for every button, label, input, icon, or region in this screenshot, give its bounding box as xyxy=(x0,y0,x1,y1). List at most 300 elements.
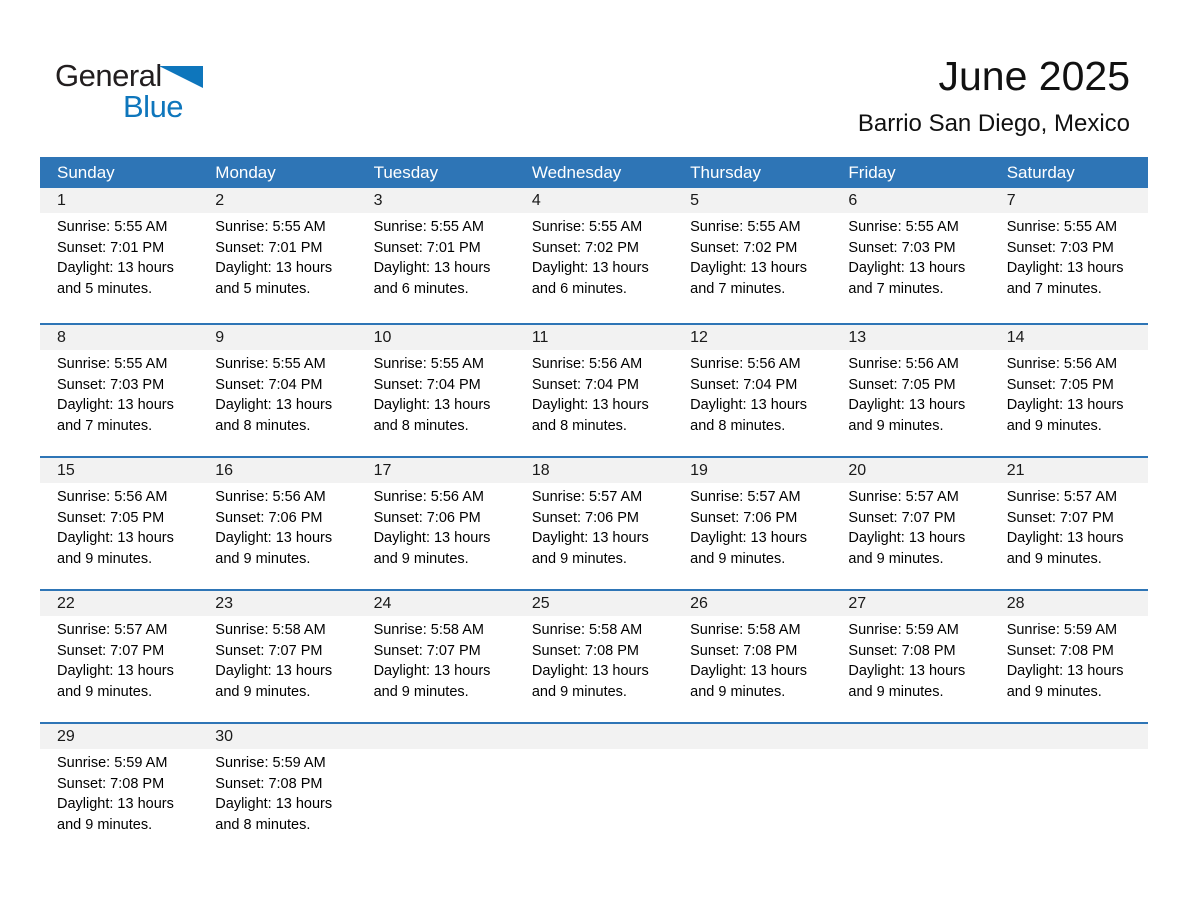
day-number: 9 xyxy=(215,329,225,346)
day-cell xyxy=(198,616,356,702)
sunset-label: Sunset: xyxy=(57,509,107,526)
day-cell xyxy=(831,749,989,835)
day-number: 18 xyxy=(531,462,550,479)
daylight-value: 13 hours and 9 minutes. xyxy=(848,397,966,434)
day-number: 7 xyxy=(1006,192,1016,209)
daylight-line xyxy=(215,661,348,702)
daylight-value: 13 hours and 5 minutes. xyxy=(215,260,333,297)
daylight-label: Daylight: xyxy=(690,530,747,546)
weekday-header-wednesday: Wednesday xyxy=(531,163,622,182)
day-cell xyxy=(357,350,515,436)
sunrise-line xyxy=(848,620,981,641)
sunset-line xyxy=(215,641,348,662)
sunrise-value: 5:55 AM xyxy=(114,356,168,372)
day-cell xyxy=(40,483,198,569)
daylight-label: Daylight: xyxy=(57,663,114,679)
day-cell xyxy=(515,749,673,835)
sunset-label: Sunset: xyxy=(57,239,107,256)
daylight-label: Daylight: xyxy=(848,530,905,546)
sunset-label: Sunset: xyxy=(848,642,898,659)
sunset-label: Sunset: xyxy=(373,239,423,256)
general-blue-logo xyxy=(55,58,275,128)
sunset-value: 7:06 PM xyxy=(268,509,323,526)
sunset-line xyxy=(57,508,190,529)
sunset-label: Sunset: xyxy=(848,509,898,526)
day-cell xyxy=(990,483,1148,569)
sunrise-value: 5:56 AM xyxy=(905,356,959,372)
sunset-value: 7:05 PM xyxy=(1059,376,1114,393)
day-number xyxy=(357,724,515,749)
sunset-value: 7:02 PM xyxy=(585,239,640,256)
daylight-line xyxy=(532,528,665,569)
sunset-value: 7:07 PM xyxy=(1059,509,1114,526)
daylight-value: 13 hours and 8 minutes. xyxy=(690,397,807,434)
weekday-header-tuesday: Tuesday xyxy=(373,163,439,182)
sunset-label: Sunset: xyxy=(531,642,582,659)
day-cell xyxy=(198,483,356,569)
daylight-label: Daylight: xyxy=(531,397,589,413)
weekday-header-sunday: Sunday xyxy=(57,163,115,182)
sunrise-line xyxy=(374,217,507,238)
daylight-line xyxy=(57,794,190,835)
sunrise-line xyxy=(215,354,348,375)
sunset-label: Sunset: xyxy=(57,642,107,659)
sunset-label: Sunset: xyxy=(57,376,107,393)
daylight-label: Daylight: xyxy=(57,530,114,546)
day-cell xyxy=(831,616,989,702)
daylight-label: Daylight: xyxy=(215,530,272,546)
daylight-label: Daylight: xyxy=(57,260,114,276)
sunrise-label: Sunrise: xyxy=(1006,219,1060,235)
sunrise-value: 5:57 AM xyxy=(589,489,643,505)
daylight-line xyxy=(848,661,981,702)
sunset-line xyxy=(374,641,507,662)
sunset-value: 7:04 PM xyxy=(585,376,640,393)
day-cell xyxy=(990,616,1148,702)
sunrise-label: Sunrise: xyxy=(1006,489,1060,505)
sunset-label: Sunset: xyxy=(1006,239,1056,256)
sunset-value: 7:07 PM xyxy=(268,642,323,659)
sunrise-line xyxy=(215,487,348,508)
sunrise-line xyxy=(1007,487,1140,508)
sunrise-line xyxy=(690,354,823,375)
daylight-value: 13 hours and 9 minutes. xyxy=(57,530,174,567)
daylight-value: 13 hours and 8 minutes. xyxy=(215,397,333,434)
sunset-label: Sunset: xyxy=(215,376,265,393)
daylight-value: 13 hours and 9 minutes. xyxy=(1006,530,1124,567)
sunrise-label: Sunrise: xyxy=(1006,356,1060,372)
daylight-label: Daylight: xyxy=(531,663,589,679)
daylight-label: Daylight: xyxy=(215,260,272,276)
sunset-value: 7:08 PM xyxy=(585,642,640,659)
daylight-label: Daylight: xyxy=(1006,530,1064,546)
sunset-line xyxy=(57,375,190,396)
daylight-label: Daylight: xyxy=(690,663,747,679)
sunrise-value: 5:57 AM xyxy=(114,622,168,638)
sunrise-line xyxy=(532,217,665,238)
sunset-line xyxy=(374,375,507,396)
sunrise-value: 5:56 AM xyxy=(589,356,643,372)
sunset-value: 7:03 PM xyxy=(1059,239,1114,256)
daylight-line xyxy=(1007,528,1140,569)
day-number: 2 xyxy=(215,192,225,209)
day-number: 12 xyxy=(690,329,708,346)
sunrise-line xyxy=(57,354,190,375)
sunrise-value: 5:58 AM xyxy=(430,622,484,638)
daylight-line xyxy=(374,528,507,569)
sunrise-label: Sunrise: xyxy=(57,356,111,372)
day-number: 4 xyxy=(531,192,541,209)
daylight-line xyxy=(215,794,348,835)
daylight-line xyxy=(374,661,507,702)
sunrise-value: 5:58 AM xyxy=(272,622,326,638)
sunrise-line xyxy=(690,217,823,238)
daylight-line xyxy=(57,258,190,299)
daylight-label: Daylight: xyxy=(848,397,905,413)
daylight-line xyxy=(374,395,507,436)
sunrise-label: Sunrise: xyxy=(57,622,111,638)
day-number: 17 xyxy=(373,462,392,479)
sunset-value: 7:07 PM xyxy=(110,642,165,659)
day-number: 24 xyxy=(373,595,392,612)
day-number: 10 xyxy=(373,329,392,346)
daylight-line xyxy=(57,528,190,569)
day-cell xyxy=(198,350,356,436)
sunset-label: Sunset: xyxy=(848,239,898,256)
sunrise-label: Sunrise: xyxy=(57,489,111,505)
sunset-label: Sunset: xyxy=(215,642,265,659)
day-cell xyxy=(831,483,989,569)
daylight-label: Daylight: xyxy=(690,260,747,276)
day-number: 13 xyxy=(848,329,867,346)
sunset-line xyxy=(1007,641,1140,662)
day-number: 11 xyxy=(531,329,549,346)
sunset-value: 7:06 PM xyxy=(426,509,481,526)
sunrise-line xyxy=(215,753,348,774)
sunrise-value: 5:56 AM xyxy=(1063,356,1118,372)
day-cell xyxy=(198,213,356,299)
day-cell xyxy=(515,616,673,702)
sunset-line xyxy=(374,508,507,529)
sunset-line xyxy=(848,375,981,396)
daylight-value: 13 hours and 9 minutes. xyxy=(531,530,649,567)
daylight-value: 13 hours and 5 minutes. xyxy=(57,260,174,297)
sunset-label: Sunset: xyxy=(531,376,582,393)
sunrise-label: Sunrise: xyxy=(531,356,586,372)
daylight-value: 13 hours and 7 minutes. xyxy=(57,397,174,434)
day-number: 14 xyxy=(1006,329,1025,346)
daylight-line xyxy=(848,395,981,436)
sunset-label: Sunset: xyxy=(215,239,265,256)
day-number: 21 xyxy=(1006,462,1025,479)
sunrise-line xyxy=(374,354,507,375)
day-number-band xyxy=(40,458,1148,483)
day-number xyxy=(990,724,1148,749)
logo-text-blue: Blue xyxy=(123,89,184,124)
daylight-value: 13 hours and 7 minutes. xyxy=(690,260,807,297)
sunset-line xyxy=(215,375,348,396)
day-cell xyxy=(357,483,515,569)
sunrise-line xyxy=(57,217,190,238)
sunrise-label: Sunrise: xyxy=(690,622,744,638)
sunrise-value: 5:55 AM xyxy=(430,356,484,372)
sunset-line xyxy=(690,375,823,396)
day-cell xyxy=(40,749,198,835)
daylight-value: 13 hours and 6 minutes. xyxy=(531,260,649,297)
sunrise-label: Sunrise: xyxy=(373,219,427,235)
sunrise-label: Sunrise: xyxy=(531,622,586,638)
sunrise-line xyxy=(57,753,190,774)
sunset-line xyxy=(532,238,665,259)
sunrise-label: Sunrise: xyxy=(373,356,427,372)
sunrise-label: Sunrise: xyxy=(531,489,586,505)
sunrise-label: Sunrise: xyxy=(848,219,902,235)
sunrise-label: Sunrise: xyxy=(215,356,269,372)
sunset-value: 7:03 PM xyxy=(110,376,165,393)
daylight-label: Daylight: xyxy=(215,796,272,812)
sunset-value: 7:05 PM xyxy=(110,509,165,526)
daylight-value: 13 hours and 8 minutes. xyxy=(373,397,491,434)
sunset-label: Sunset: xyxy=(531,509,582,526)
sunset-label: Sunset: xyxy=(1006,642,1056,659)
sunrise-line xyxy=(532,354,665,375)
day-cell xyxy=(831,350,989,436)
sunset-value: 7:08 PM xyxy=(743,642,798,659)
weekday-header-row xyxy=(40,157,1148,188)
daylight-value: 13 hours and 9 minutes. xyxy=(531,663,649,700)
sunset-value: 7:01 PM xyxy=(110,239,165,256)
sunrise-value: 5:55 AM xyxy=(1063,219,1118,235)
day-cell xyxy=(40,616,198,702)
daylight-value: 13 hours and 9 minutes. xyxy=(690,663,807,700)
day-number xyxy=(673,724,831,749)
sunrise-value: 5:55 AM xyxy=(272,356,326,372)
weekday-header-thursday: Thursday xyxy=(690,163,761,182)
daylight-line xyxy=(532,395,665,436)
week-cells-row xyxy=(40,749,1148,835)
daylight-line xyxy=(848,258,981,299)
sunset-line xyxy=(848,508,981,529)
sunrise-value: 5:55 AM xyxy=(905,219,959,235)
sunrise-value: 5:55 AM xyxy=(272,219,326,235)
daylight-label: Daylight: xyxy=(690,397,747,413)
daylight-value: 13 hours and 7 minutes. xyxy=(848,260,966,297)
sunset-line xyxy=(532,375,665,396)
sunrise-value: 5:59 AM xyxy=(114,755,168,771)
daylight-value: 13 hours and 6 minutes. xyxy=(373,260,491,297)
sunset-label: Sunset: xyxy=(1006,376,1056,393)
sunset-line xyxy=(57,238,190,259)
day-number: 19 xyxy=(690,462,708,479)
sunset-value: 7:03 PM xyxy=(901,239,956,256)
calendar-week-row xyxy=(40,323,1148,456)
sunrise-value: 5:58 AM xyxy=(747,622,801,638)
sunset-value: 7:01 PM xyxy=(426,239,481,256)
sunset-line xyxy=(848,641,981,662)
daylight-value: 13 hours and 9 minutes. xyxy=(373,663,491,700)
day-number: 1 xyxy=(57,192,66,209)
day-number: 26 xyxy=(690,595,708,612)
sunrise-line xyxy=(215,217,348,238)
sunset-label: Sunset: xyxy=(215,509,265,526)
day-number: 5 xyxy=(690,192,700,209)
daylight-line xyxy=(1007,395,1140,436)
day-cell xyxy=(673,749,831,835)
day-cell xyxy=(673,616,831,702)
sunrise-line xyxy=(532,487,665,508)
sunrise-value: 5:56 AM xyxy=(430,489,484,505)
daylight-line xyxy=(215,258,348,299)
sunset-label: Sunset: xyxy=(373,509,423,526)
sunset-label: Sunset: xyxy=(690,376,740,393)
sunset-value: 7:04 PM xyxy=(426,376,481,393)
sunset-value: 7:07 PM xyxy=(426,642,481,659)
sunrise-value: 5:57 AM xyxy=(747,489,801,505)
day-cell xyxy=(515,350,673,436)
sunset-value: 7:08 PM xyxy=(110,775,165,792)
daylight-label: Daylight: xyxy=(373,397,430,413)
day-number: 6 xyxy=(848,192,858,209)
daylight-line xyxy=(374,258,507,299)
sunset-line xyxy=(690,238,823,259)
daylight-value: 13 hours and 9 minutes. xyxy=(57,663,174,700)
daylight-value: 13 hours and 7 minutes. xyxy=(1006,260,1124,297)
daylight-label: Daylight: xyxy=(57,397,114,413)
daylight-value: 13 hours and 9 minutes. xyxy=(848,530,966,567)
daylight-line xyxy=(532,661,665,702)
sunrise-line xyxy=(1007,620,1140,641)
logo-text-general: General xyxy=(55,58,162,93)
sunset-line xyxy=(848,238,981,259)
sunrise-value: 5:59 AM xyxy=(272,755,326,771)
day-number: 27 xyxy=(848,595,867,612)
sunset-line xyxy=(1007,375,1140,396)
daylight-value: 13 hours and 9 minutes. xyxy=(57,796,174,833)
daylight-value: 13 hours and 9 minutes. xyxy=(1006,397,1124,434)
sunrise-line xyxy=(374,487,507,508)
day-cell xyxy=(990,749,1148,835)
sunset-label: Sunset: xyxy=(531,239,582,256)
sunrise-label: Sunrise: xyxy=(848,356,902,372)
weekday-header-saturday: Saturday xyxy=(1006,163,1075,182)
sunset-label: Sunset: xyxy=(848,376,898,393)
sunrise-value: 5:59 AM xyxy=(1063,622,1118,638)
sunrise-value: 5:56 AM xyxy=(114,489,168,505)
week-cells-row xyxy=(40,483,1148,569)
sunset-value: 7:02 PM xyxy=(743,239,798,256)
weekday-header-monday: Monday xyxy=(215,163,276,182)
sunrise-line xyxy=(848,487,981,508)
day-cell xyxy=(357,213,515,299)
daylight-line xyxy=(57,395,190,436)
daylight-label: Daylight: xyxy=(531,530,589,546)
day-cell xyxy=(40,213,198,299)
sunrise-label: Sunrise: xyxy=(690,219,744,235)
daylight-label: Daylight: xyxy=(1006,663,1064,679)
daylight-value: 13 hours and 9 minutes. xyxy=(848,663,966,700)
day-cell xyxy=(515,483,673,569)
sunset-value: 7:08 PM xyxy=(901,642,956,659)
daylight-value: 13 hours and 8 minutes. xyxy=(531,397,649,434)
day-cell xyxy=(357,616,515,702)
day-number-band xyxy=(40,724,1148,749)
sunrise-line xyxy=(848,217,981,238)
logo-triangle-icon xyxy=(159,66,203,88)
daylight-line xyxy=(690,661,823,702)
daylight-label: Daylight: xyxy=(215,663,272,679)
sunset-value: 7:04 PM xyxy=(268,376,323,393)
day-number-band xyxy=(40,188,1148,213)
sunset-value: 7:04 PM xyxy=(743,376,798,393)
sunset-value: 7:08 PM xyxy=(1059,642,1114,659)
day-cell xyxy=(673,350,831,436)
calendar-table xyxy=(40,157,1148,855)
day-cell xyxy=(831,213,989,299)
sunset-line xyxy=(1007,238,1140,259)
daylight-line xyxy=(215,395,348,436)
calendar-weeks xyxy=(40,188,1148,855)
daylight-line xyxy=(690,258,823,299)
location-subtitle: Barrio San Diego, Mexico xyxy=(857,110,1130,137)
day-cell xyxy=(357,749,515,835)
sunrise-label: Sunrise: xyxy=(373,489,427,505)
sunset-line xyxy=(57,641,190,662)
sunrise-line xyxy=(690,487,823,508)
day-number: 15 xyxy=(57,462,75,479)
daylight-label: Daylight: xyxy=(215,397,272,413)
day-number: 3 xyxy=(373,192,383,209)
daylight-label: Daylight: xyxy=(57,796,114,812)
sunrise-label: Sunrise: xyxy=(1006,622,1060,638)
day-number-band xyxy=(40,325,1148,350)
week-cells-row xyxy=(40,616,1148,702)
daylight-label: Daylight: xyxy=(1006,260,1064,276)
daylight-value: 13 hours and 8 minutes. xyxy=(215,796,333,833)
week-cells-row xyxy=(40,350,1148,436)
sunset-value: 7:07 PM xyxy=(901,509,956,526)
day-number: 8 xyxy=(57,329,66,346)
day-number xyxy=(831,724,989,749)
sunset-label: Sunset: xyxy=(57,775,107,792)
sunrise-value: 5:56 AM xyxy=(272,489,326,505)
daylight-label: Daylight: xyxy=(848,260,905,276)
sunset-line xyxy=(215,238,348,259)
sunset-value: 7:05 PM xyxy=(901,376,956,393)
sunrise-value: 5:58 AM xyxy=(589,622,643,638)
day-cell xyxy=(990,213,1148,299)
day-number: 16 xyxy=(215,462,234,479)
sunrise-value: 5:55 AM xyxy=(589,219,643,235)
daylight-line xyxy=(532,258,665,299)
day-number: 28 xyxy=(1006,595,1025,612)
day-cell xyxy=(198,749,356,835)
day-number: 25 xyxy=(531,595,550,612)
daylight-line xyxy=(1007,661,1140,702)
daylight-line xyxy=(690,528,823,569)
sunrise-value: 5:55 AM xyxy=(747,219,801,235)
day-cell xyxy=(40,350,198,436)
sunset-line xyxy=(215,774,348,795)
sunrise-line xyxy=(848,354,981,375)
day-cell xyxy=(673,213,831,299)
day-number-band xyxy=(40,591,1148,616)
sunset-line xyxy=(1007,508,1140,529)
sunset-label: Sunset: xyxy=(1006,509,1056,526)
daylight-line xyxy=(215,528,348,569)
sunset-value: 7:06 PM xyxy=(743,509,798,526)
month-title: June 2025 xyxy=(938,53,1130,99)
sunrise-label: Sunrise: xyxy=(373,622,427,638)
